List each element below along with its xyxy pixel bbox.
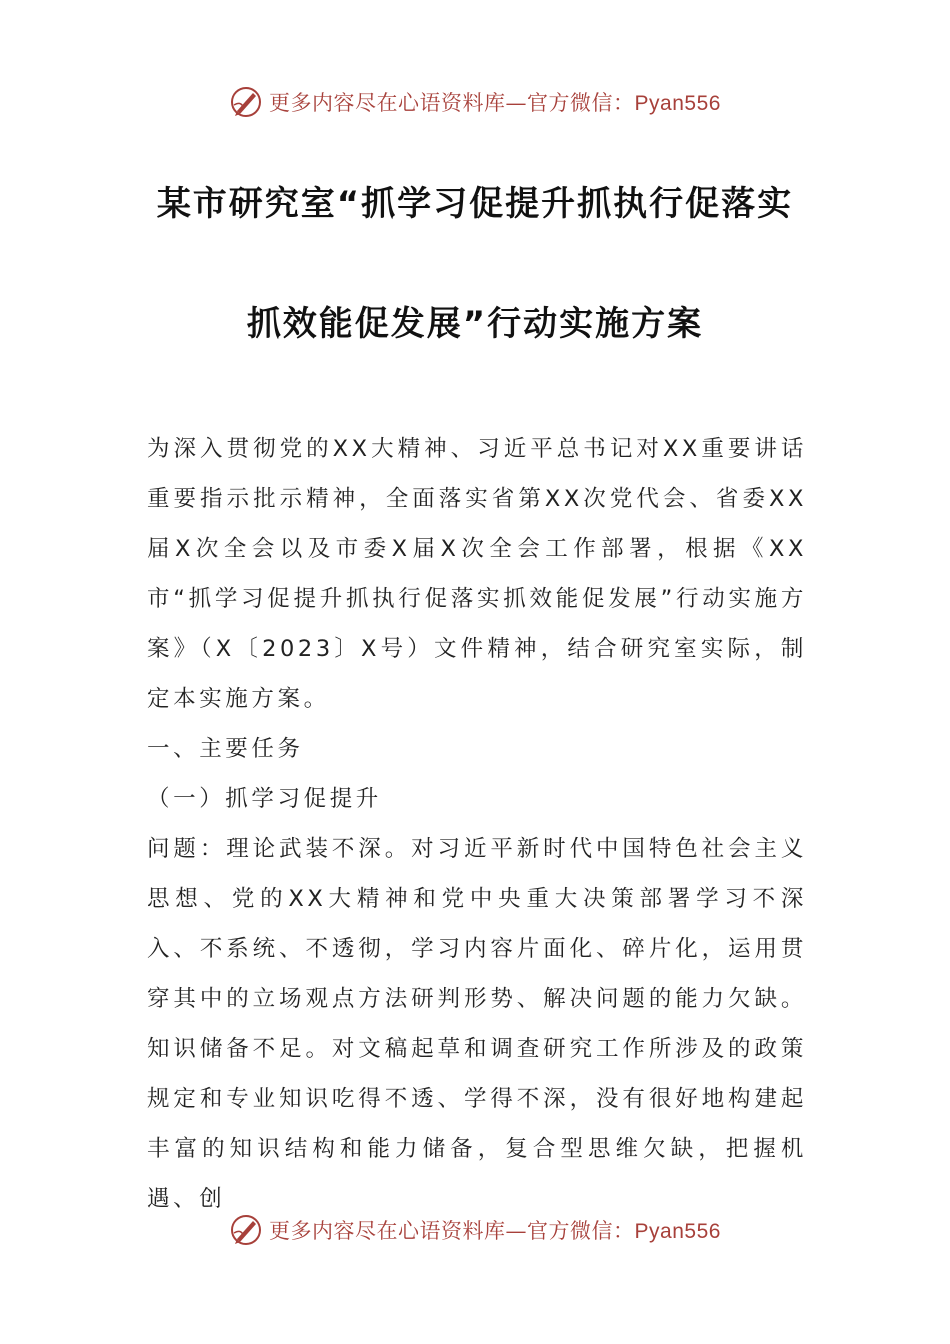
document-title-line-1: 某市研究室“抓学习促提升抓执行促落实 (156, 184, 794, 224)
wechat-id: Pyan556 (634, 1220, 721, 1243)
pen-logo-icon (229, 85, 263, 119)
banner-text: 更多内容尽在心语资料库—官方微信：Pyan556 (269, 91, 721, 115)
pen-logo-icon (229, 1213, 263, 1247)
footer-watermark-banner (0, 1210, 950, 1250)
document-body (147, 424, 807, 1224)
banner-text: 更多内容尽在心语资料库—官方微信：Pyan556 (269, 1219, 721, 1243)
intro-paragraph: 为深入贯彻党的XX大精神、习近平总书记对XX重要讲话重要指示批示精神，全面落实省第XX次党代会、省委XX届X次全会以及市委X届X次全会工作部署，根据《XX市“抓学习促提升抓执行促落实抓效能促发展”行动实施方案》（X〔2023〕X号）文件精神，结合研究室实际，制定本实施方案。 (147, 436, 807, 712)
header-watermark-banner (0, 82, 950, 122)
document-title-line-2: 抓效能促发展”行动实施方案 (246, 304, 704, 344)
problem-paragraph: 问题：理论武装不深。对习近平新时代中国特色社会主义思想、党的XX大精神和党中央重大决策部署学习不深入、不系统、不透彻，学习内容片面化、碎片化，运用贯穿其中的立场观点方法研判形势、解决问题的能力欠缺。知识储备不足。对文稿起草和调查研究工作所涉及的政策规定和专业知识吃得不透、学得不深，没有很好地构建起丰富的知识结构和能力储备，复合型思维欠缺，把握机遇、创 (147, 836, 807, 1212)
wechat-id: Pyan556 (634, 92, 721, 115)
subsection-heading: （一）抓学习促提升 (147, 786, 382, 812)
section-heading: 一、主要任务 (147, 736, 304, 762)
